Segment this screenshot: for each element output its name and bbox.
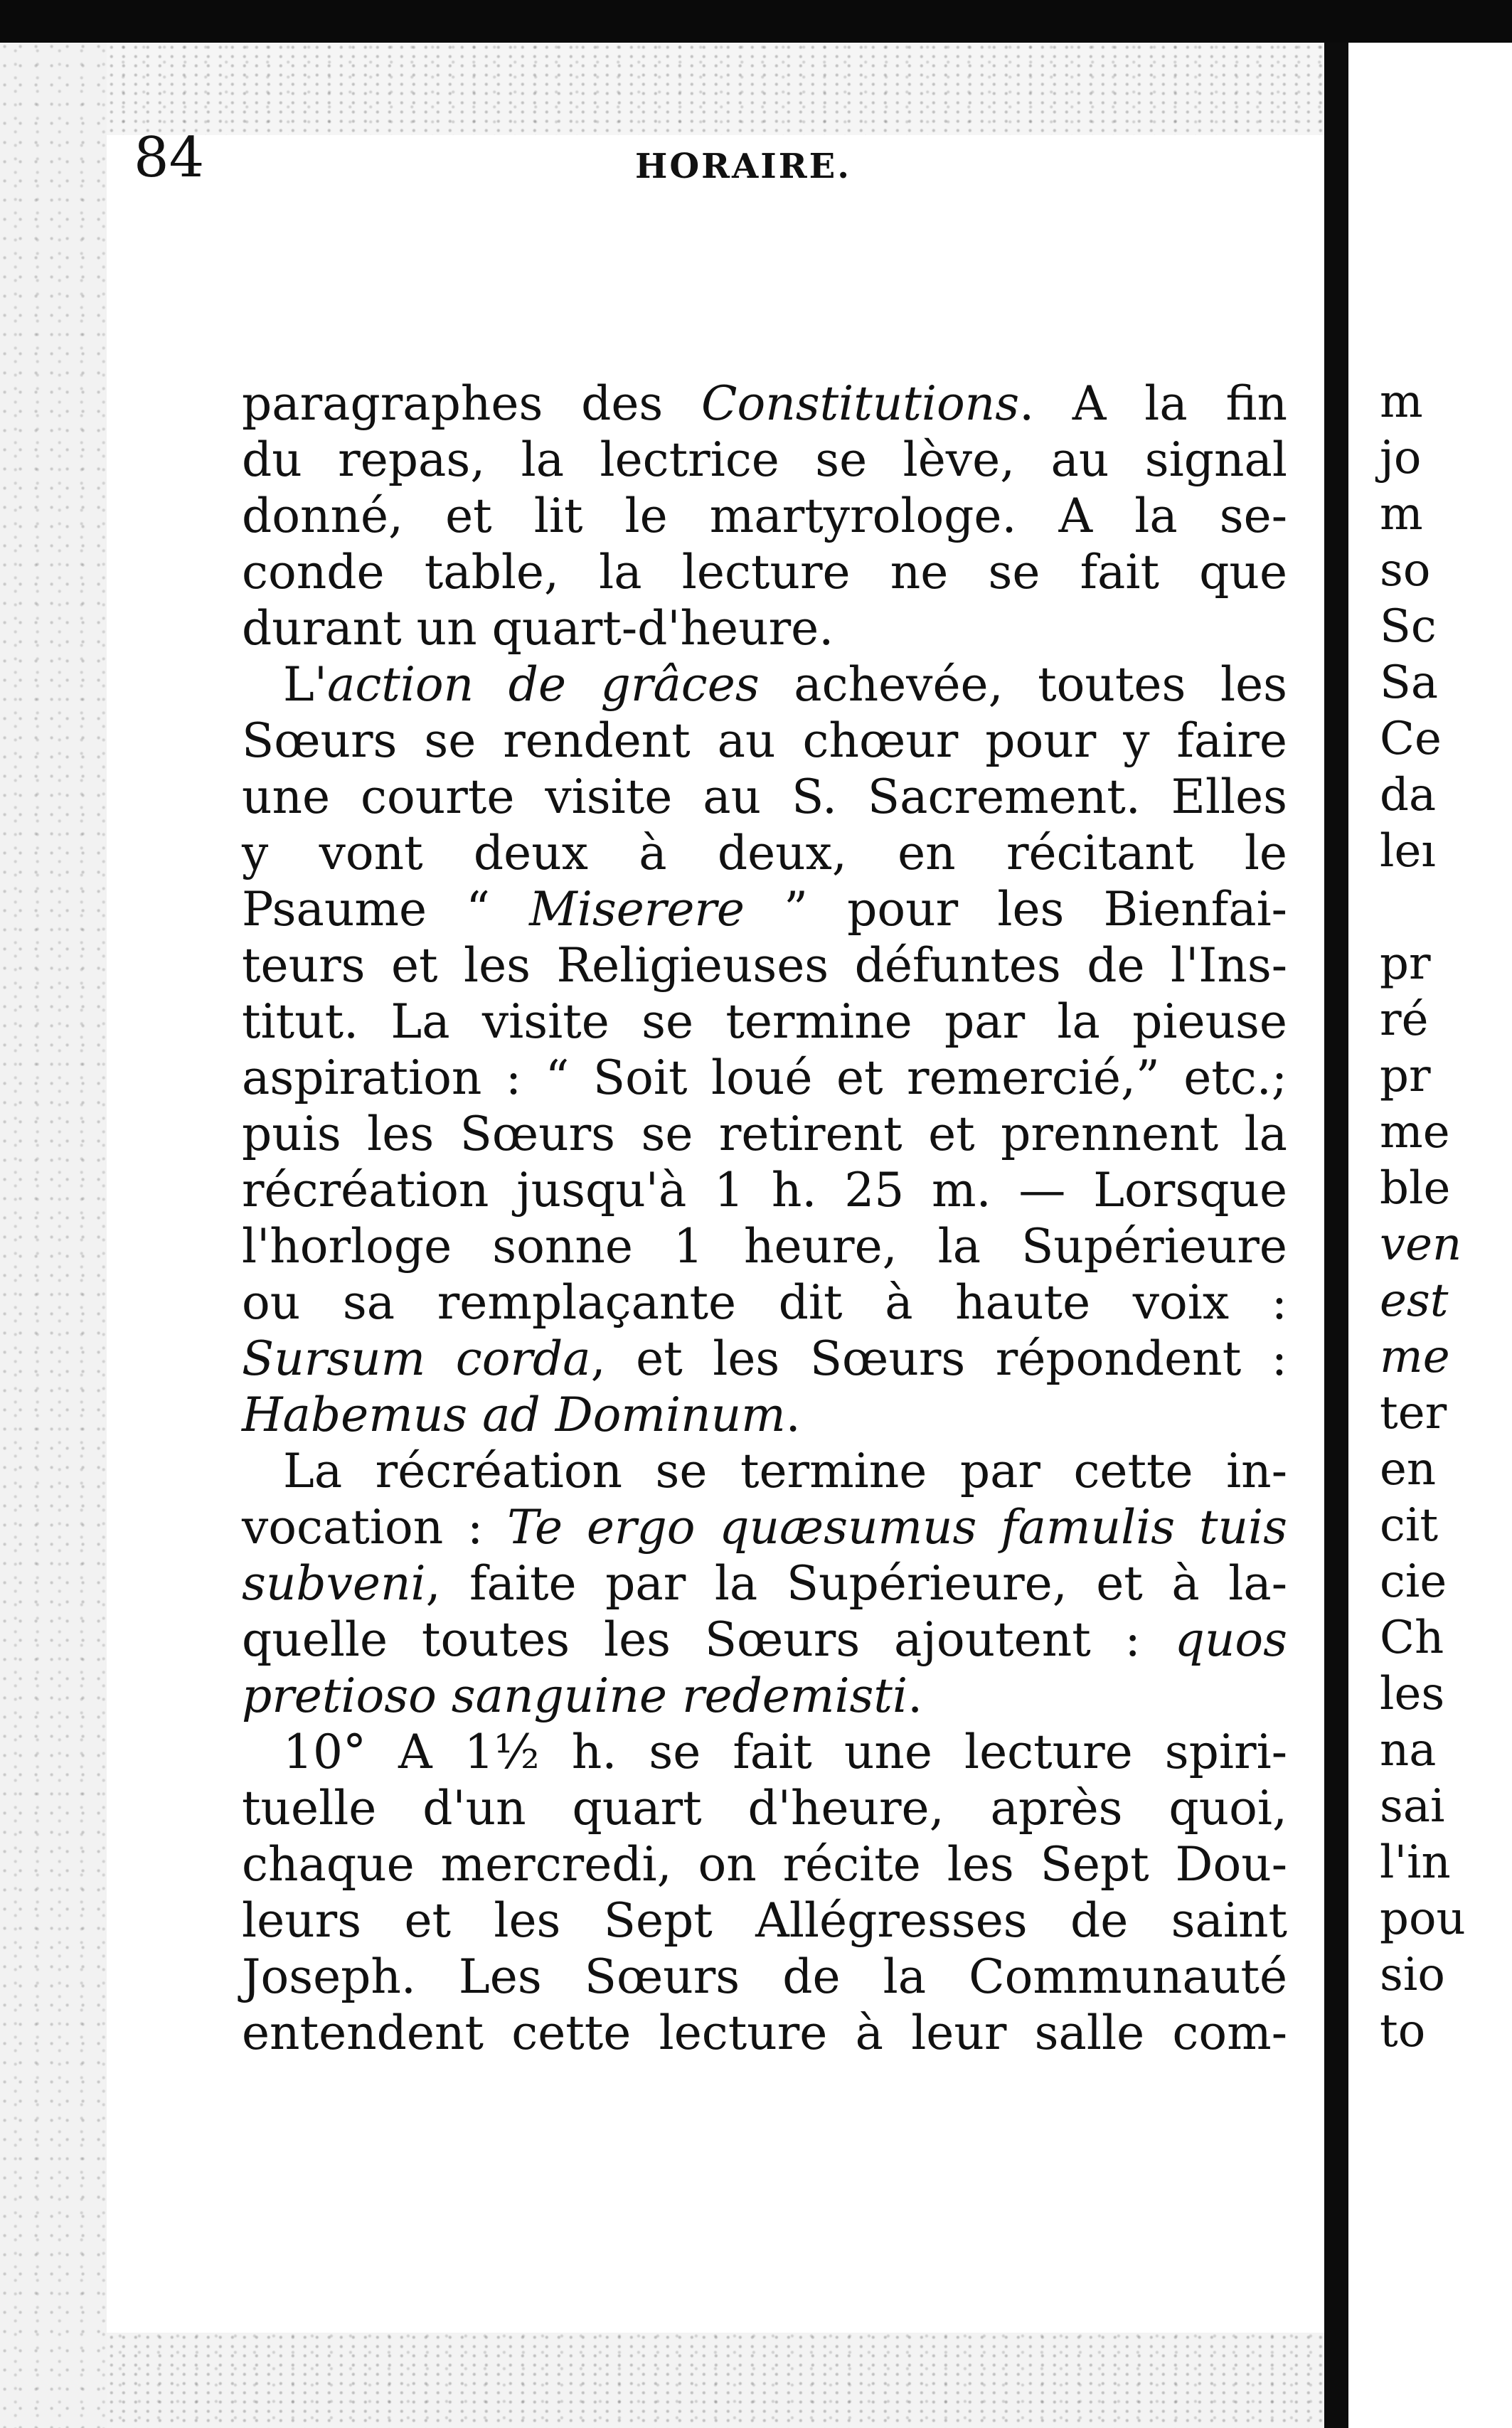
- text-line: [242, 1274, 1287, 1331]
- text-line: [242, 825, 1287, 881]
- facing-page-fragment: na: [1380, 1724, 1437, 1777]
- text-line: [242, 1892, 1287, 1949]
- text-run: quelle toutes les Sœurs ajoutent :: [242, 1612, 1175, 1667]
- facing-page-fragment: Ce: [1380, 713, 1442, 765]
- facing-page-fragment: ter: [1380, 1387, 1447, 1439]
- text-line: [242, 1499, 1287, 1555]
- text-line: [242, 1218, 1287, 1274]
- text-line: [242, 937, 1287, 994]
- text-run: chaque mercredi, on récite les Sept Dou-: [242, 1837, 1287, 1892]
- text-line: [242, 544, 1287, 600]
- facing-page-fragment: Sc: [1380, 600, 1437, 653]
- text-line: [242, 1555, 1287, 1612]
- text-run: aspiration : “ Soit loué et remercié,” etc.;: [242, 1050, 1287, 1105]
- text-line: [242, 1949, 1287, 2005]
- body-text: [242, 376, 1287, 2061]
- italic-text: pretioso sanguine redemisti: [242, 1668, 908, 1723]
- text-run: conde table, la lecture ne se fait que: [242, 545, 1287, 600]
- facing-page-fragment: Ch: [1380, 1612, 1444, 1664]
- text-run: Psaume “: [242, 882, 530, 937]
- text-line: [242, 1668, 1287, 1724]
- facing-page-fragment: l'in: [1380, 1836, 1451, 1889]
- running-head: [134, 122, 1286, 201]
- page-gutter: [1324, 43, 1348, 2428]
- italic-text: subveni: [242, 1556, 426, 1611]
- text-line: [242, 376, 1287, 432]
- text-line: [242, 600, 1287, 656]
- page-number: 84: [134, 126, 205, 190]
- scan-bottom-margin-noise: [107, 2333, 1373, 2428]
- facing-page-fragment: jo: [1380, 432, 1422, 484]
- text-run: .: [907, 1668, 923, 1723]
- facing-page-fragment: cit: [1380, 1499, 1439, 1552]
- facing-page-fragment: m: [1380, 376, 1423, 428]
- facing-page-fragment: les: [1380, 1668, 1445, 1720]
- facing-page-fragment: Sa: [1380, 656, 1438, 709]
- italic-text: action de grâces: [326, 657, 760, 712]
- text-line: [242, 881, 1287, 937]
- scan-top-margin-noise: [107, 43, 1373, 135]
- text-run: récréation jusqu'à 1 h. 25 m. — Lorsque: [242, 1163, 1287, 1218]
- facing-page-fragment: leı: [1380, 825, 1436, 878]
- text-line: [242, 1050, 1287, 1106]
- text-line: [242, 1443, 1287, 1499]
- facing-page-fragment: to: [1380, 2005, 1426, 2057]
- italic-text: Te ergo quæsumus famulis tuis: [507, 1500, 1288, 1555]
- text-run: tuelle d'un quart d'heure, après quoi,: [242, 1781, 1287, 1836]
- facing-page-edge: [1348, 43, 1512, 2428]
- text-run: achevée, toutes les: [759, 657, 1287, 712]
- text-run: y vont deux à deux, en récitant le: [242, 826, 1287, 880]
- text-line: [242, 769, 1287, 825]
- facing-page-fragment: ble: [1380, 1162, 1451, 1215]
- text-run: vocation :: [242, 1500, 508, 1555]
- italic-text: Habemus ad Dominum: [242, 1388, 786, 1442]
- running-head-title: HORAIRE.: [635, 147, 851, 186]
- text-run: entendent cette lecture à leur salle com-: [242, 2006, 1287, 2060]
- text-run: paragraphes des: [242, 376, 702, 431]
- text-run: Sœurs se rendent au chœur pour y faire: [242, 713, 1287, 768]
- facing-page-fragment: m: [1380, 488, 1423, 541]
- facing-page-fragment: pr: [1380, 937, 1431, 990]
- italic-text: Sursum corda: [242, 1331, 591, 1386]
- text-line: [242, 1780, 1287, 1836]
- text-line: [242, 656, 1287, 713]
- text-run: puis les Sœurs se retirent et prennent la: [242, 1107, 1287, 1161]
- text-line: [242, 713, 1287, 769]
- text-line: [242, 1612, 1287, 1668]
- facing-page-fragment: me: [1380, 1331, 1450, 1383]
- text-run: , faite par la Supérieure, et à la-: [425, 1556, 1287, 1611]
- facing-page-fragment: sai: [1380, 1780, 1445, 1833]
- text-line: [242, 2005, 1287, 2061]
- facing-page-fragment: pou: [1380, 1892, 1466, 1945]
- text-run: Joseph. Les Sœurs de la Communauté: [242, 1949, 1287, 2004]
- facing-page-fragment: ré: [1380, 994, 1429, 1046]
- facing-page-fragment: en: [1380, 1443, 1437, 1496]
- facing-page-fragment: cie: [1380, 1555, 1447, 1608]
- text-line: [242, 994, 1287, 1050]
- text-run: titut. La visite se termine par la pieuse: [242, 994, 1287, 1049]
- facing-page-fragment: pr: [1380, 1050, 1431, 1102]
- text-line: [242, 1106, 1287, 1162]
- text-run: .: [785, 1388, 801, 1442]
- facing-page-fragment: da: [1380, 769, 1437, 821]
- text-run: durant un quart-d'heure.: [242, 601, 834, 656]
- italic-text: Miserere: [529, 882, 745, 937]
- text-run: , et les Sœurs répondent :: [590, 1331, 1287, 1386]
- text-run: ou sa remplaçante dit à haute voix :: [242, 1275, 1287, 1330]
- facing-page-fragment: ven: [1380, 1218, 1462, 1271]
- text-run: une courte visite au S. Sacrement. Elles: [242, 770, 1287, 824]
- facing-page-fragment: so: [1380, 544, 1431, 597]
- text-line: [242, 1387, 1287, 1443]
- text-run: donné, et lit le martyrologe. A la se-: [242, 489, 1287, 543]
- scan-top-border: [0, 0, 1512, 43]
- text-run: . A la fin: [1019, 376, 1287, 431]
- text-run: teurs et les Religieuses défuntes de l'Ins-: [242, 938, 1287, 993]
- scan-left-margin-noise: [0, 43, 107, 2428]
- text-run: La récréation se termine par cette in-: [283, 1444, 1287, 1498]
- text-line: [242, 1331, 1287, 1387]
- text-line: [242, 1836, 1287, 1892]
- italic-text: Constitutions: [701, 376, 1020, 431]
- text-run: 10° A 1½ h. se fait une lecture spiri-: [283, 1725, 1287, 1779]
- italic-text: quos: [1174, 1612, 1287, 1667]
- text-line: [242, 432, 1287, 488]
- text-line: [242, 1724, 1287, 1780]
- text-run: L': [283, 657, 327, 712]
- text-run: du repas, la lectrice se lève, au signal: [242, 432, 1287, 487]
- facing-page-fragment: est: [1380, 1274, 1449, 1327]
- text-run: l'horloge sonne 1 heure, la Supérieure: [242, 1219, 1287, 1274]
- text-line: [242, 1162, 1287, 1218]
- facing-page-fragment: sio: [1380, 1949, 1445, 2001]
- text-run: leurs et les Sept Allégresses de saint: [242, 1893, 1287, 1948]
- facing-page-fragment: me: [1380, 1106, 1450, 1159]
- text-line: [242, 488, 1287, 544]
- text-run: ” pour les Bienfai-: [745, 882, 1287, 937]
